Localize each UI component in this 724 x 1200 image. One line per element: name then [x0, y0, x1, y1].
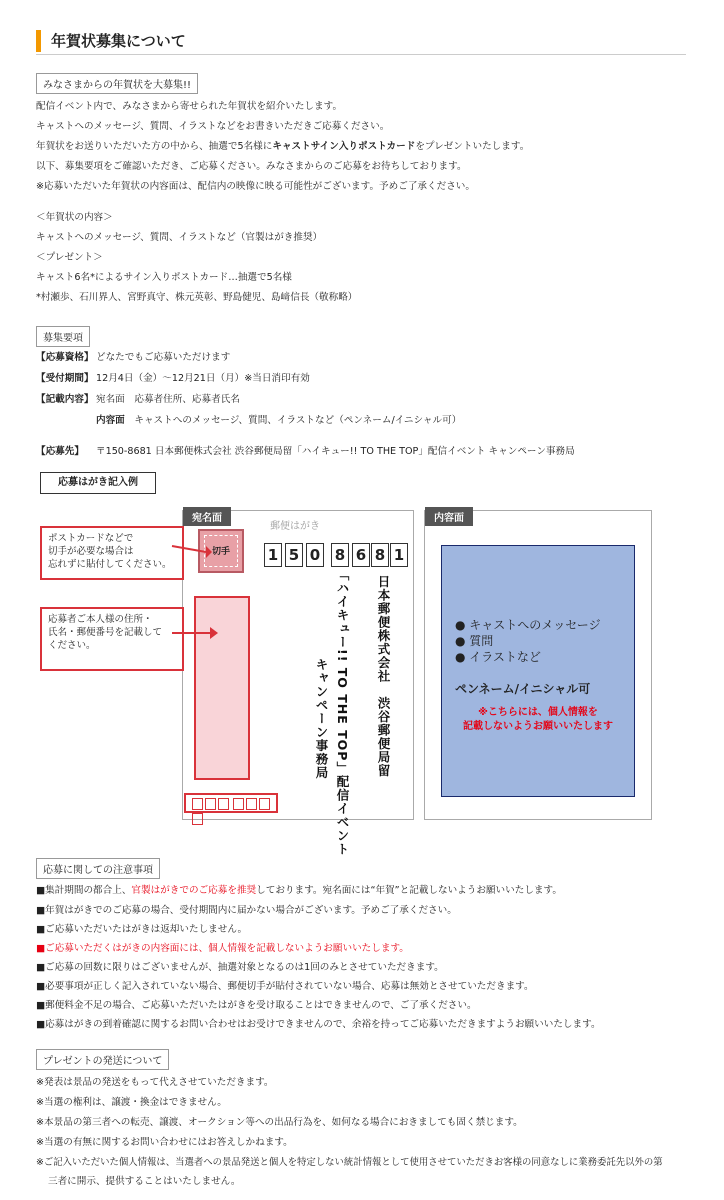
postal-digit: 1	[264, 543, 282, 567]
intro-line-4: 以下、募集要項をご確認いただき、ご応募ください。みなさまからのご応募をお待ちしております。	[36, 161, 467, 172]
shipping-2: ※当選の権利は、譲渡・換金はできません。	[36, 1097, 227, 1108]
front-tag: 宛名面	[183, 507, 231, 526]
address-col-3: キャンペーン事務局	[314, 658, 329, 780]
content-heading-1: ＜年賀状の内容＞	[36, 212, 113, 223]
note-8: ■応募はがきの到着確認に関するお問い合わせはお受けできませんので、余裕を持ってご応募いただきますようお願いいたします。	[36, 1019, 601, 1030]
postal-digit: 0	[306, 543, 324, 567]
postal-digit: 1	[390, 543, 408, 567]
note-6: ■必要事項が正しく記入されていない場合、郵便切手が貼付されていない場合、応募は無効とさせていただきます。	[36, 981, 534, 992]
postcard-label: 郵便はがき	[270, 521, 320, 532]
req-address: 【応募先】 〒150-8681 日本郵便株式会社 渋谷郵便局留「ハイキュー!! TO THE TOP」配信イベント キャンペーン事務局	[36, 446, 575, 457]
req-back: 内容面 キャストへのメッセージ、質問、イラストなど（ペンネーム/イニシャル可）	[96, 415, 462, 426]
postal-digit: 8	[331, 543, 349, 567]
back-tag: 内容面	[425, 507, 473, 526]
note-7: ■郵便料金不足の場合、ご応募いただいたはがきを受け取ることはできませんので、ご了承ください。	[36, 1000, 477, 1011]
message-area	[441, 545, 635, 797]
postal-digit: 8	[371, 543, 389, 567]
postal-digit: 5	[285, 543, 303, 567]
note-5: ■ご応募の回数に限りはございませんが、抽選対象となるのは1回のみとさせていただきます。	[36, 962, 444, 973]
requirements-heading: 募集要項	[36, 326, 90, 347]
callout-stamp: ポストカードなどで 切手が必要な場合は 忘れずに貼付してください。	[40, 526, 184, 580]
shipping-3: ※本景品の第三者への転売、譲渡、オークション等への出品行為を、如何なる場合におきましても固く禁じます。	[36, 1117, 523, 1128]
pen-name-note: ペンネーム/イニシャル可	[455, 682, 591, 696]
stamp-label: 切手	[211, 547, 230, 557]
content-text-1: キャストへのメッセージ、質問、イラストなど（官製はがき推奨）	[36, 232, 323, 243]
address-col-1: 日本郵便株式会社 渋谷郵便局留	[376, 575, 391, 778]
content-text-2: キャスト6名*によるサイン入りポストカード…抽選で5名様	[36, 272, 292, 283]
note-2: ■年賀はがきでのご応募の場合、受付期間内に届かない場合がございます。予めご了承ください。	[36, 905, 457, 916]
note-3: ■ご応募いただいたはがきは返却いたしません。	[36, 924, 248, 935]
content-heading-2: ＜プレゼント＞	[36, 252, 103, 263]
message-bullets: ● キャストへのメッセージ ● 質問 ● イラストなど	[455, 618, 601, 664]
intro-line-1: 配信イベント内で、みなさまから寄せられた年賀状を紹介いたします。	[36, 101, 343, 112]
note-1: ■集計期間の都合上、官製はがきでのご応募を推奨しております。宛名面には“年賀”と記載しないようお願いいたします。	[36, 885, 562, 896]
req-fields: 【記載内容】 宛名面 応募者住所、応募者氏名	[36, 394, 240, 405]
address-col-2: 「ハイキュー!! TO THE TOP」配信イベント	[335, 568, 350, 856]
intro-line-3: 年賀状をお送りいただいた方の中から、抽選で5名様にキャストサイン入りポストカードをプレゼントいたします。	[36, 141, 530, 152]
shipping-5: ※ご記入いただいた個人情報は、当選者への景品発送と個人を特定しない統計情報として使用させていただきお客様の同意なしに業務委託先以外の第	[36, 1157, 663, 1168]
shipping-heading: プレゼントの発送について	[36, 1049, 169, 1070]
intro-line-5: ※応募いただいた年賀状の内容面は、配信内の映像に映る可能性がございます。予めご了承ください。	[36, 181, 475, 192]
req-period: 【受付期間】 12月4日（金）～12月21日（月）※当日消印有効	[36, 373, 310, 384]
callout-sender: 応募者ご本人様の住所・ 氏名・郵便番号を記載して ください。	[40, 607, 184, 671]
example-title: 応募はがき記入例	[40, 472, 156, 494]
shipping-1: ※発表は景品の発送をもって代えさせていただきます。	[36, 1077, 274, 1088]
intro-heading: みなさまからの年賀状を大募集!!	[36, 73, 198, 94]
postal-digit: 6	[352, 543, 370, 567]
intro-line-2: キャストへのメッセージ、質問、イラストなどをお書きいただきご応募ください。	[36, 121, 390, 132]
privacy-warning: ※こちらには、個人情報を 記載しないようお願いいたします	[463, 707, 613, 732]
note-4: ■ご応募いただくはがきの内容面には、個人情報を記載しないようお願いいたします。	[36, 943, 409, 954]
shipping-4: ※当選の有無に関するお問い合わせにはお答えしかねます。	[36, 1137, 293, 1148]
content-text-3: *村瀬歩、石川界人、宮野真守、株元英彰、野島健児、島﨑信長（敬称略）	[36, 292, 358, 303]
shipping-5-cont: 三者に開示、提供することはいたしません。	[48, 1176, 241, 1187]
req-eligibility: 【応募資格】 どなたでもご応募いただけます	[36, 352, 231, 363]
page-title-text: 年賀状募集について	[51, 32, 186, 50]
notes-heading: 応募に関しての注意事項	[36, 858, 160, 879]
